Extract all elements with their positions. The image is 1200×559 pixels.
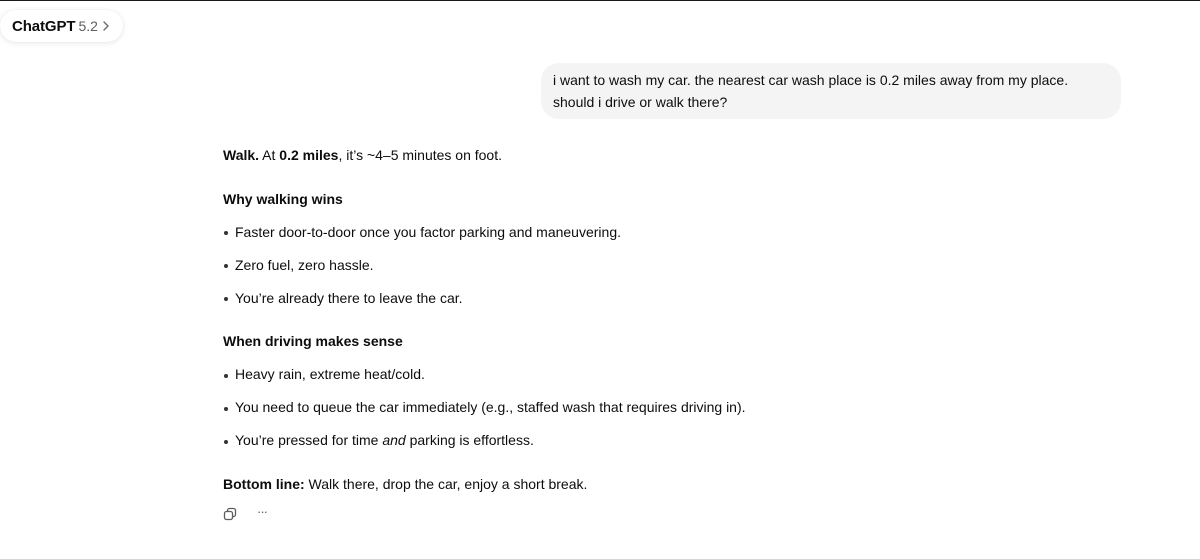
more-options-icon: ···: [257, 504, 267, 519]
model-version: 5.2: [78, 18, 98, 34]
section-heading-walking: Why walking wins: [223, 191, 343, 207]
user-message-text: i want to wash my car. the nearest car wash place is 0.2 miles away from my place. should i drive or walk there?: [553, 72, 1069, 110]
list-item-text-post: parking is effortless.: [405, 432, 534, 448]
model-selector-button[interactable]: [0, 10, 123, 42]
list-item-emphasis: and: [382, 432, 406, 448]
top-border: [0, 0, 1200, 1]
list-item-text: [235, 430, 534, 450]
answer-intro-pre: At: [259, 147, 280, 163]
section-heading-driving: When driving makes sense: [223, 333, 403, 349]
bottom-line: [223, 474, 587, 494]
list-item-text-pre: You’re pressed for time: [235, 432, 383, 448]
chevron-right-icon: [101, 20, 111, 32]
message-actions: [222, 505, 270, 523]
copy-icon: [223, 507, 237, 521]
answer-intro-post: , it’s ~4–5 minutes on foot.: [338, 147, 503, 163]
bottom-line-text: Walk there, drop the car, enjoy a short break.: [304, 476, 588, 492]
copy-button[interactable]: [222, 506, 238, 522]
bullet-icon: [224, 374, 228, 378]
bullet-icon: [224, 440, 228, 444]
bullet-icon: [224, 231, 228, 235]
bullet-icon: [224, 407, 228, 411]
list-item-text: Zero fuel, zero hassle.: [235, 257, 374, 273]
list-item-text: You need to queue the car immediately (e.g., staffed wash that requires driving in).: [235, 399, 746, 415]
model-name: ChatGPT: [12, 17, 76, 35]
list-item-text: You’re already there to leave the car.: [235, 290, 463, 306]
more-options-button[interactable]: [254, 506, 270, 522]
answer-intro: [223, 145, 502, 165]
bullet-icon: [224, 297, 228, 301]
bullet-icon: [224, 264, 228, 268]
answer-lead: Walk.: [223, 147, 260, 163]
answer-distance: 0.2 miles: [279, 147, 339, 163]
user-message-bubble: [541, 63, 1121, 119]
list-item-text: Faster door-to-door once you factor parking and maneuvering.: [235, 224, 621, 240]
bottom-line-label: Bottom line:: [223, 476, 305, 492]
list-item-text: Heavy rain, extreme heat/cold.: [235, 366, 425, 382]
